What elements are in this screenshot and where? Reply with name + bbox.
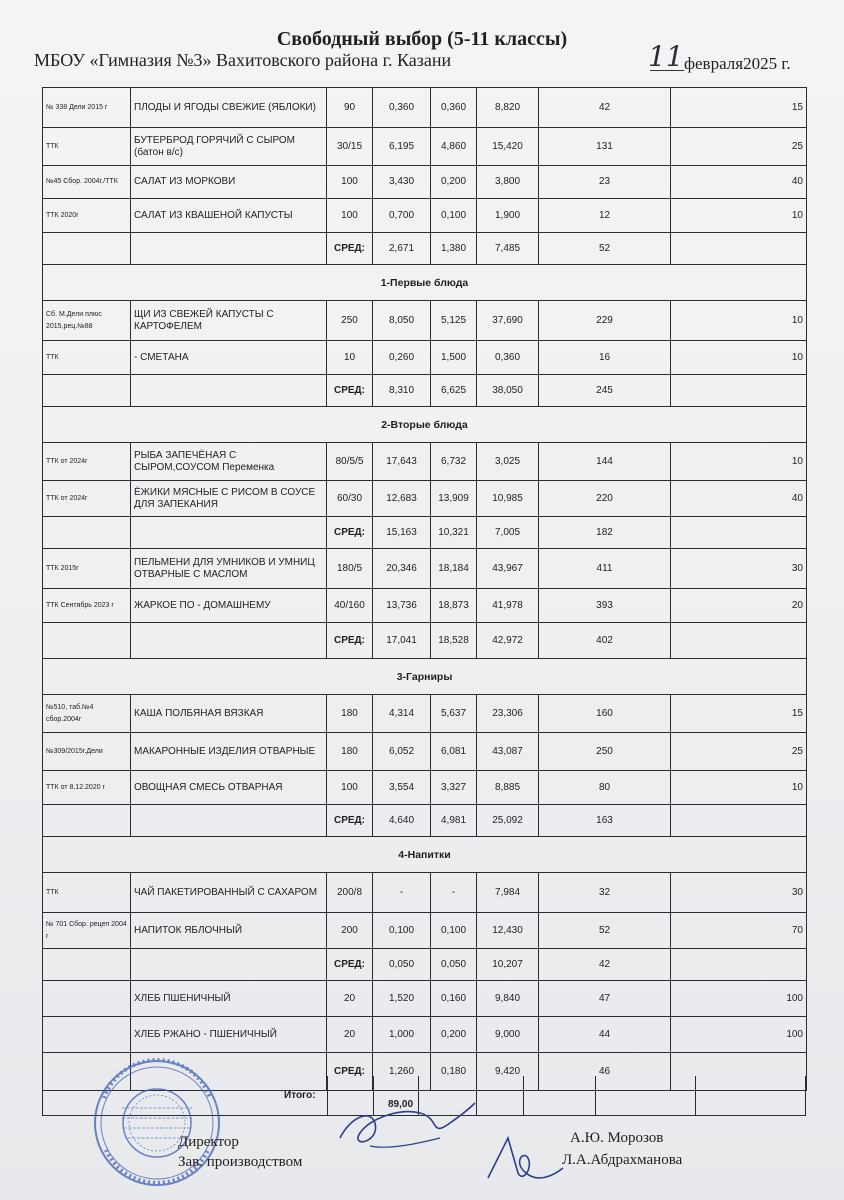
price-value: 10	[671, 443, 807, 481]
section-title: 2-Вторые блюда	[43, 407, 807, 443]
price-value: 30	[671, 873, 807, 913]
price-value: 10	[671, 771, 807, 805]
avg-label: СРЕД:	[327, 375, 373, 407]
dish-name: РЫБА ЗАПЕЧЁНАЯ С СЫРОМ,СОУСОМ Переменка	[131, 443, 327, 481]
protein-value: 0,100	[373, 913, 431, 949]
carbs-value: 43,087	[477, 733, 539, 771]
portion-weight: 20	[327, 981, 373, 1017]
fat-value: 0,360	[431, 88, 477, 128]
portion-weight: 100	[327, 771, 373, 805]
price-value: 15	[671, 695, 807, 733]
section-header-row	[43, 407, 807, 443]
average-row	[43, 949, 807, 981]
protein-value: 3,554	[373, 771, 431, 805]
protein-value: 4,314	[373, 695, 431, 733]
protein-value: 3,430	[373, 166, 431, 199]
average-row	[43, 517, 807, 549]
portion-weight: 180/5	[327, 549, 373, 589]
portion-weight: 40/160	[327, 589, 373, 623]
recipe-source: №309/2015г.Дели	[43, 733, 131, 771]
table-row	[43, 166, 807, 199]
director-signature	[330, 1088, 480, 1158]
kcal-value: 80	[539, 771, 671, 805]
total-label: Итого:	[284, 1090, 316, 1101]
avg-empty-name	[131, 233, 327, 265]
protein-value: 13,736	[373, 589, 431, 623]
avg-kcal: 245	[539, 375, 671, 407]
dish-name: МАКАРОННЫЕ ИЗДЕЛИЯ ОТВАРНЫЕ	[131, 733, 327, 771]
avg-empty-name	[131, 805, 327, 837]
average-row	[43, 623, 807, 659]
portion-weight: 100	[327, 199, 373, 233]
date-underline	[650, 70, 684, 71]
recipe-source: ТТК	[43, 873, 131, 913]
avg-fat: 6,625	[431, 375, 477, 407]
table-row	[43, 481, 807, 517]
section-title: 1-Первые блюда	[43, 265, 807, 301]
carbs-value: 8,820	[477, 88, 539, 128]
portion-weight: 250	[327, 301, 373, 341]
average-row	[43, 375, 807, 407]
fat-value: 0,160	[431, 981, 477, 1017]
fat-value: 0,200	[431, 1017, 477, 1053]
kcal-value: 32	[539, 873, 671, 913]
director-name: А.Ю. Морозов	[570, 1130, 664, 1146]
avg-empty-price	[671, 233, 807, 265]
avg-protein: 4,640	[373, 805, 431, 837]
avg-carbs: 10,207	[477, 949, 539, 981]
price-value: 70	[671, 913, 807, 949]
recipe-source: № 338 Дели 2015 г	[43, 88, 131, 128]
avg-carbs: 7,485	[477, 233, 539, 265]
section-header-row	[43, 659, 807, 695]
recipe-source: ТТК	[43, 341, 131, 375]
kcal-value: 144	[539, 443, 671, 481]
avg-carbs: 7,005	[477, 517, 539, 549]
dish-name: ХЛЕБ ПШЕНИЧНЫЙ	[131, 981, 327, 1017]
protein-value: 0,360	[373, 88, 431, 128]
protein-value: 17,643	[373, 443, 431, 481]
fat-value: 13,909	[431, 481, 477, 517]
recipe-source: ТТК от 2024г	[43, 443, 131, 481]
average-row	[43, 805, 807, 837]
recipe-source	[43, 981, 131, 1017]
carbs-value: 0,360	[477, 341, 539, 375]
price-value: 20	[671, 589, 807, 623]
dish-name: КАША ПОЛБЯНАЯ ВЯЗКАЯ	[131, 695, 327, 733]
price-value: 25	[671, 128, 807, 166]
fat-value: 18,184	[431, 549, 477, 589]
recipe-source: ТТК 2015г	[43, 549, 131, 589]
price-value: 15	[671, 88, 807, 128]
portion-weight: 200/8	[327, 873, 373, 913]
avg-carbs: 38,050	[477, 375, 539, 407]
avg-label: СРЕД:	[327, 517, 373, 549]
protein-value: 1,520	[373, 981, 431, 1017]
total-value: 89,00	[388, 1099, 414, 1110]
kcal-value: 12	[539, 199, 671, 233]
avg-kcal: 402	[539, 623, 671, 659]
average-row	[43, 233, 807, 265]
carbs-value: 10,985	[477, 481, 539, 517]
portion-weight: 30/15	[327, 128, 373, 166]
school-name: МБОУ «Гимназия №3» Вахитовского района г. Казани	[34, 50, 452, 70]
table-row	[43, 88, 807, 128]
kcal-value: 16	[539, 341, 671, 375]
price-value: 10	[671, 341, 807, 375]
price-value: 10	[671, 301, 807, 341]
section-header-row	[43, 837, 807, 873]
protein-value: 6,195	[373, 128, 431, 166]
avg-label: СРЕД:	[327, 949, 373, 981]
table-row	[43, 341, 807, 375]
kcal-value: 47	[539, 981, 671, 1017]
kcal-value: 229	[539, 301, 671, 341]
dish-name: САЛАТ ИЗ МОРКОВИ	[131, 166, 327, 199]
avg-protein: 0,050	[373, 949, 431, 981]
recipe-source: ТТК	[43, 128, 131, 166]
price-value: 40	[671, 166, 807, 199]
avg-empty-src	[43, 375, 131, 407]
recipe-source: ТТК от 8.12.2020 г	[43, 771, 131, 805]
dish-name: ОВОЩНАЯ СМЕСЬ ОТВАРНАЯ	[131, 771, 327, 805]
table-row	[43, 443, 807, 481]
kcal-value: 220	[539, 481, 671, 517]
fat-value: 6,732	[431, 443, 477, 481]
carbs-value: 9,840	[477, 981, 539, 1017]
page-title: Свободный выбор (5-11 классы)	[276, 28, 568, 50]
recipe-source: № 701 Сбор. рецеп 2004 г	[43, 913, 131, 949]
kcal-value: 44	[539, 1017, 671, 1053]
dish-name: САЛАТ ИЗ КВАШЕНОЙ КАПУСТЫ	[131, 199, 327, 233]
date-month-year: февраля2025 г.	[684, 54, 791, 73]
avg-empty-price	[671, 623, 807, 659]
protein-value: 20,346	[373, 549, 431, 589]
table-row	[43, 549, 807, 589]
protein-value: 1,000	[373, 1017, 431, 1053]
avg-fat: 18,528	[431, 623, 477, 659]
avg-carbs: 9,420	[477, 1053, 539, 1091]
table-row	[43, 733, 807, 771]
fat-value: 0,100	[431, 913, 477, 949]
dish-name: БУТЕРБРОД ГОРЯЧИЙ С СЫРОМ (батон в/с)	[131, 128, 327, 166]
fat-value: -	[431, 873, 477, 913]
price-value: 30	[671, 549, 807, 589]
avg-kcal: 52	[539, 233, 671, 265]
table-row	[43, 128, 807, 166]
table-row	[43, 913, 807, 949]
portion-weight: 200	[327, 913, 373, 949]
portion-weight: 180	[327, 695, 373, 733]
carbs-value: 3,025	[477, 443, 539, 481]
chef-title: Зав. производством	[178, 1154, 303, 1170]
table-row	[43, 589, 807, 623]
table-row	[43, 1017, 807, 1053]
avg-protein: 1,260	[373, 1053, 431, 1091]
avg-carbs: 42,972	[477, 623, 539, 659]
carbs-value: 8,885	[477, 771, 539, 805]
fat-value: 6,081	[431, 733, 477, 771]
kcal-value: 250	[539, 733, 671, 771]
protein-value: -	[373, 873, 431, 913]
avg-empty-src	[43, 949, 131, 981]
protein-value: 0,260	[373, 341, 431, 375]
recipe-source: Сб. М.Дели плюс 2015,рец.№88	[43, 301, 131, 341]
carbs-value: 23,306	[477, 695, 539, 733]
kcal-value: 23	[539, 166, 671, 199]
kcal-value: 411	[539, 549, 671, 589]
dish-name: ЩИ ИЗ СВЕЖЕЙ КАПУСТЫ С КАРТОФЕЛЕМ	[131, 301, 327, 341]
section-title: 3-Гарниры	[43, 659, 807, 695]
price-value: 100	[671, 981, 807, 1017]
avg-fat: 1,380	[431, 233, 477, 265]
portion-weight: 60/30	[327, 481, 373, 517]
section-title: 4-Напитки	[43, 837, 807, 873]
avg-protein: 8,310	[373, 375, 431, 407]
avg-protein: 17,041	[373, 623, 431, 659]
fat-value: 5,125	[431, 301, 477, 341]
avg-empty-src	[43, 517, 131, 549]
price-value: 10	[671, 199, 807, 233]
fat-value: 1,500	[431, 341, 477, 375]
portion-weight: 80/5/5	[327, 443, 373, 481]
price-value: 100	[671, 1017, 807, 1053]
carbs-value: 15,420	[477, 128, 539, 166]
avg-fat: 0,180	[431, 1053, 477, 1091]
recipe-source: №510, таб.№4 сбор.2004г	[43, 695, 131, 733]
avg-fat: 0,050	[431, 949, 477, 981]
carbs-value: 1,900	[477, 199, 539, 233]
chef-name: Л.А.Абдрахманова	[562, 1152, 683, 1168]
price-value: 40	[671, 481, 807, 517]
carbs-value: 9,000	[477, 1017, 539, 1053]
recipe-source: ТТК 2020г	[43, 199, 131, 233]
director-title: Директор	[178, 1134, 239, 1150]
avg-empty-src	[43, 805, 131, 837]
carbs-value: 43,967	[477, 549, 539, 589]
chef-signature	[478, 1128, 568, 1188]
carbs-value: 3,800	[477, 166, 539, 199]
dish-name: ПЕЛЬМЕНИ ДЛЯ УМНИКОВ И УМНИЦ ОТВАРНЫЕ С МАСЛОМ	[131, 549, 327, 589]
avg-kcal: 182	[539, 517, 671, 549]
recipe-source: №45 Сбор. 2004г./ТТК	[43, 166, 131, 199]
avg-fat: 4,981	[431, 805, 477, 837]
avg-kcal: 46	[539, 1053, 671, 1091]
avg-fat: 10,321	[431, 517, 477, 549]
kcal-value: 42	[539, 88, 671, 128]
dish-name: ЁЖИКИ МЯСНЫЕ С РИСОМ В СОУСЕ ДЛЯ ЗАПЕКАНИЯ	[131, 481, 327, 517]
dish-name: НАПИТОК ЯБЛОЧНЫЙ	[131, 913, 327, 949]
kcal-value: 131	[539, 128, 671, 166]
fat-value: 3,327	[431, 771, 477, 805]
avg-kcal: 163	[539, 805, 671, 837]
avg-label: СРЕД:	[327, 623, 373, 659]
avg-protein: 15,163	[373, 517, 431, 549]
avg-empty-price	[671, 517, 807, 549]
avg-label: СРЕД:	[327, 1053, 373, 1091]
avg-empty-name	[131, 623, 327, 659]
carbs-value: 41,978	[477, 589, 539, 623]
dish-name: ПЛОДЫ И ЯГОДЫ СВЕЖИЕ (ЯБЛОКИ)	[131, 88, 327, 128]
dish-name: - СМЕТАНА	[131, 341, 327, 375]
portion-weight: 100	[327, 166, 373, 199]
recipe-source: ТТК Сентябрь 2023 г	[43, 589, 131, 623]
fat-value: 18,873	[431, 589, 477, 623]
recipe-source	[43, 1017, 131, 1053]
avg-label: СРЕД:	[327, 233, 373, 265]
recipe-source: ТТК от 2024г	[43, 481, 131, 517]
table-row	[43, 695, 807, 733]
avg-empty-name	[131, 517, 327, 549]
carbs-value: 12,430	[477, 913, 539, 949]
avg-empty-name	[131, 949, 327, 981]
avg-empty-name	[131, 375, 327, 407]
table-row	[43, 199, 807, 233]
table-row	[43, 981, 807, 1017]
kcal-value: 393	[539, 589, 671, 623]
fat-value: 0,100	[431, 199, 477, 233]
section-header-row	[43, 265, 807, 301]
protein-value: 0,700	[373, 199, 431, 233]
avg-protein: 2,671	[373, 233, 431, 265]
table-row	[43, 771, 807, 805]
portion-weight: 20	[327, 1017, 373, 1053]
table-row	[43, 301, 807, 341]
protein-value: 8,050	[373, 301, 431, 341]
kcal-value: 52	[539, 913, 671, 949]
protein-value: 12,683	[373, 481, 431, 517]
portion-weight: 180	[327, 733, 373, 771]
dish-name: ХЛЕБ РЖАНО - ПШЕНИЧНЫЙ	[131, 1017, 327, 1053]
dish-name: ЧАЙ ПАКЕТИРОВАННЫЙ С САХАРОМ	[131, 873, 327, 913]
fat-value: 0,200	[431, 166, 477, 199]
avg-label: СРЕД:	[327, 805, 373, 837]
protein-value: 6,052	[373, 733, 431, 771]
avg-empty-src	[43, 233, 131, 265]
price-value: 25	[671, 733, 807, 771]
portion-weight: 90	[327, 88, 373, 128]
portion-weight: 10	[327, 341, 373, 375]
avg-kcal: 42	[539, 949, 671, 981]
fat-value: 5,637	[431, 695, 477, 733]
avg-empty-price	[671, 805, 807, 837]
date-day-handwritten: 11	[648, 40, 684, 73]
avg-carbs: 25,092	[477, 805, 539, 837]
table-row	[43, 873, 807, 913]
dish-name: ЖАРКОЕ ПО - ДОМАШНЕМУ	[131, 589, 327, 623]
avg-empty-price	[671, 375, 807, 407]
menu-table	[42, 87, 807, 1091]
kcal-value: 160	[539, 695, 671, 733]
avg-empty-price	[671, 949, 807, 981]
carbs-value: 37,690	[477, 301, 539, 341]
fat-value: 4,860	[431, 128, 477, 166]
carbs-value: 7,984	[477, 873, 539, 913]
avg-empty-src	[43, 623, 131, 659]
